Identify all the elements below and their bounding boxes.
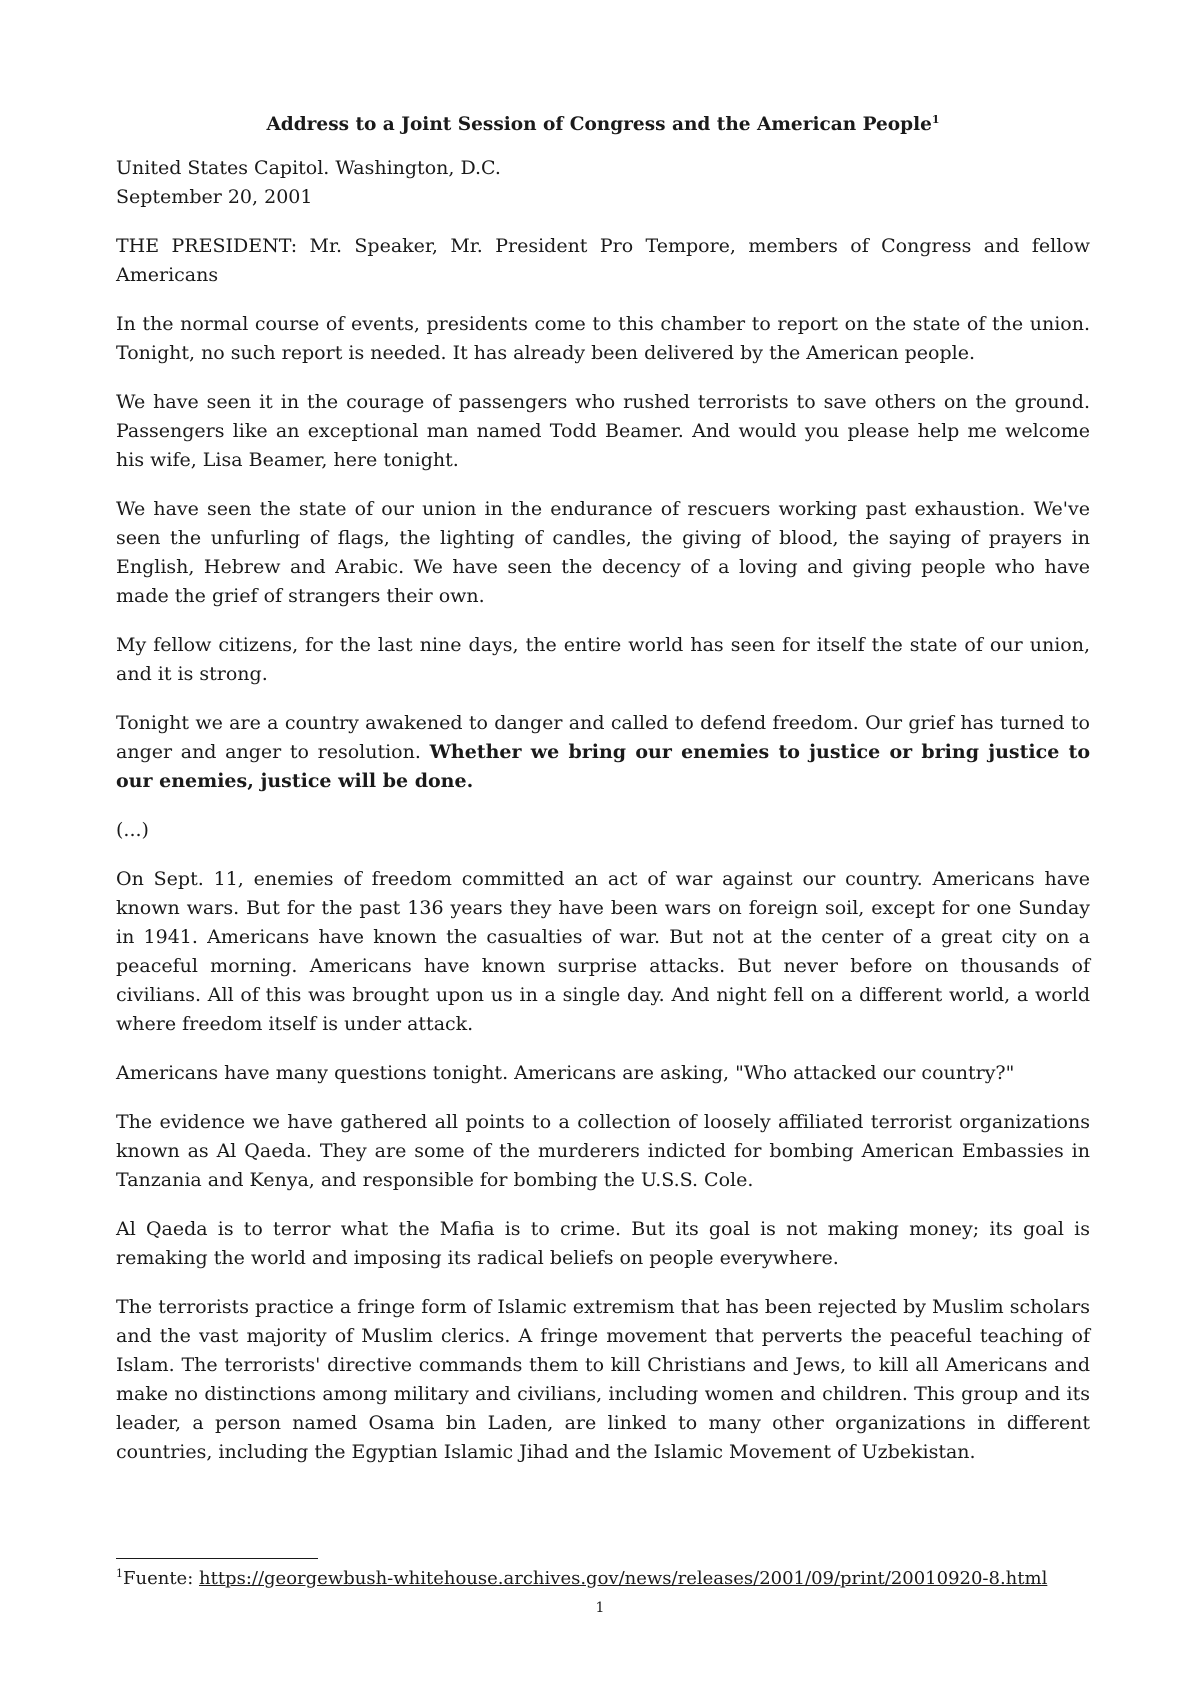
- footnote-marker: 1: [116, 1567, 123, 1580]
- document-title: Address to a Joint Session of Congress and the American People$^1$: [266, 112, 940, 135]
- paragraph-6-text: Tonight we are a country awakened to danger and called to defend freedom. Our grief has turned to anger and anger to resolution.: [116, 712, 1090, 763]
- paragraph-1: THE PRESIDENT: Mr. Speaker, Mr. President Pro Tempore, members of Congress and fellow Americans: [116, 235, 1090, 286]
- ellipsis: (...): [116, 819, 149, 841]
- title-footnote-marker: 1: [931, 112, 940, 126]
- paragraph-8: Americans have many questions tonight. Americans are asking, "Who attacked our country?": [116, 1062, 1015, 1084]
- footnote: [116, 1566, 1090, 1592]
- paragraph-6-bold-text: Whether we bring our enemies to justice or bring justice to our enemies, justice will be done.: [116, 741, 1090, 792]
- paragraph-4: We have seen the state of our union in the endurance of rescuers working past exhaustion. We've seen the unfurling of flags, the lighting of candles, the giving of blood, the saying of prayers in English, Hebrew and Arabic. We have seen the decency of a loving and giving people who have made the grief of strangers their own.: [116, 498, 1090, 607]
- location: United States Capitol. Washington, D.C.: [116, 157, 501, 179]
- paragraph-3: We have seen it in the courage of passengers who rushed terrorists to save others on the ground. Passengers like an exceptional man named Todd Beamer. And would you please help me welcome his wife, Lisa Beamer, here tonight.: [116, 391, 1090, 471]
- paragraph-7: On Sept. 11, enemies of freedom committed an act of war against our country. Americans have known wars. But for the past 136 years they have been wars on foreign soil, except for one Sunday in 1941. Americans have known the casualties of war. But not at the center of a great city on a peaceful morning. Americans have known surprise attacks. But never before on thousands of civilians. All of this was brought upon us in a single day. And night fell on a different world, a world where freedom itself is under attack.: [116, 868, 1090, 1035]
- paragraph-9: The evidence we have gathered all points to a collection of loosely affiliated terrorist organizations known as Al Qaeda. They are some of the murderers indicted for bombing American Embassies in Tanzania and Kenya, and responsible for bombing the U.S.S. Cole.: [116, 1111, 1090, 1191]
- document-body: [116, 112, 1090, 1487]
- paragraph-6: [116, 709, 1090, 796]
- paragraph-11: The terrorists practice a fringe form of Islamic extremism that has been rejected by Muslim scholars and the vast majority of Muslim clerics. A fringe movement that perverts the peaceful teaching of Islam. The terrorists' directive commands them to kill Christians and Jews, to kill all Americans and make no distinctions among military and civilians, including women and children. This group and its leader, a person named Osama bin Laden, are linked to many other organizations in different countries, including the Egyptian Islamic Jihad and the Islamic Movement of Uzbekistan.: [116, 1296, 1090, 1463]
- paragraph-5: My fellow citizens, for the last nine days, the entire world has seen for itself the state of our union, and it is strong.: [116, 634, 1090, 685]
- page-number: 1: [595, 1600, 605, 1616]
- location-date-block: [116, 154, 1090, 212]
- paragraph-2: In the normal course of events, presidents come to this chamber to report on the state of the union. Tonight, no such report is needed. It has already been delivered by the American people.: [116, 313, 1090, 364]
- paragraph-10: Al Qaeda is to terror what the Mafia is to crime. But its goal is not making money; its goal is remaking the world and imposing its radical beliefs on people everywhere.: [116, 1218, 1090, 1269]
- footnote-separator: [116, 1558, 318, 1559]
- date: September 20, 2001: [116, 186, 313, 208]
- footnote-source-link[interactable]: https://georgewbush-whitehouse.archives.gov/news/releases/2001/09/print/20010920-8.html: [199, 1568, 1048, 1589]
- footnote-label: Fuente:: [123, 1568, 199, 1589]
